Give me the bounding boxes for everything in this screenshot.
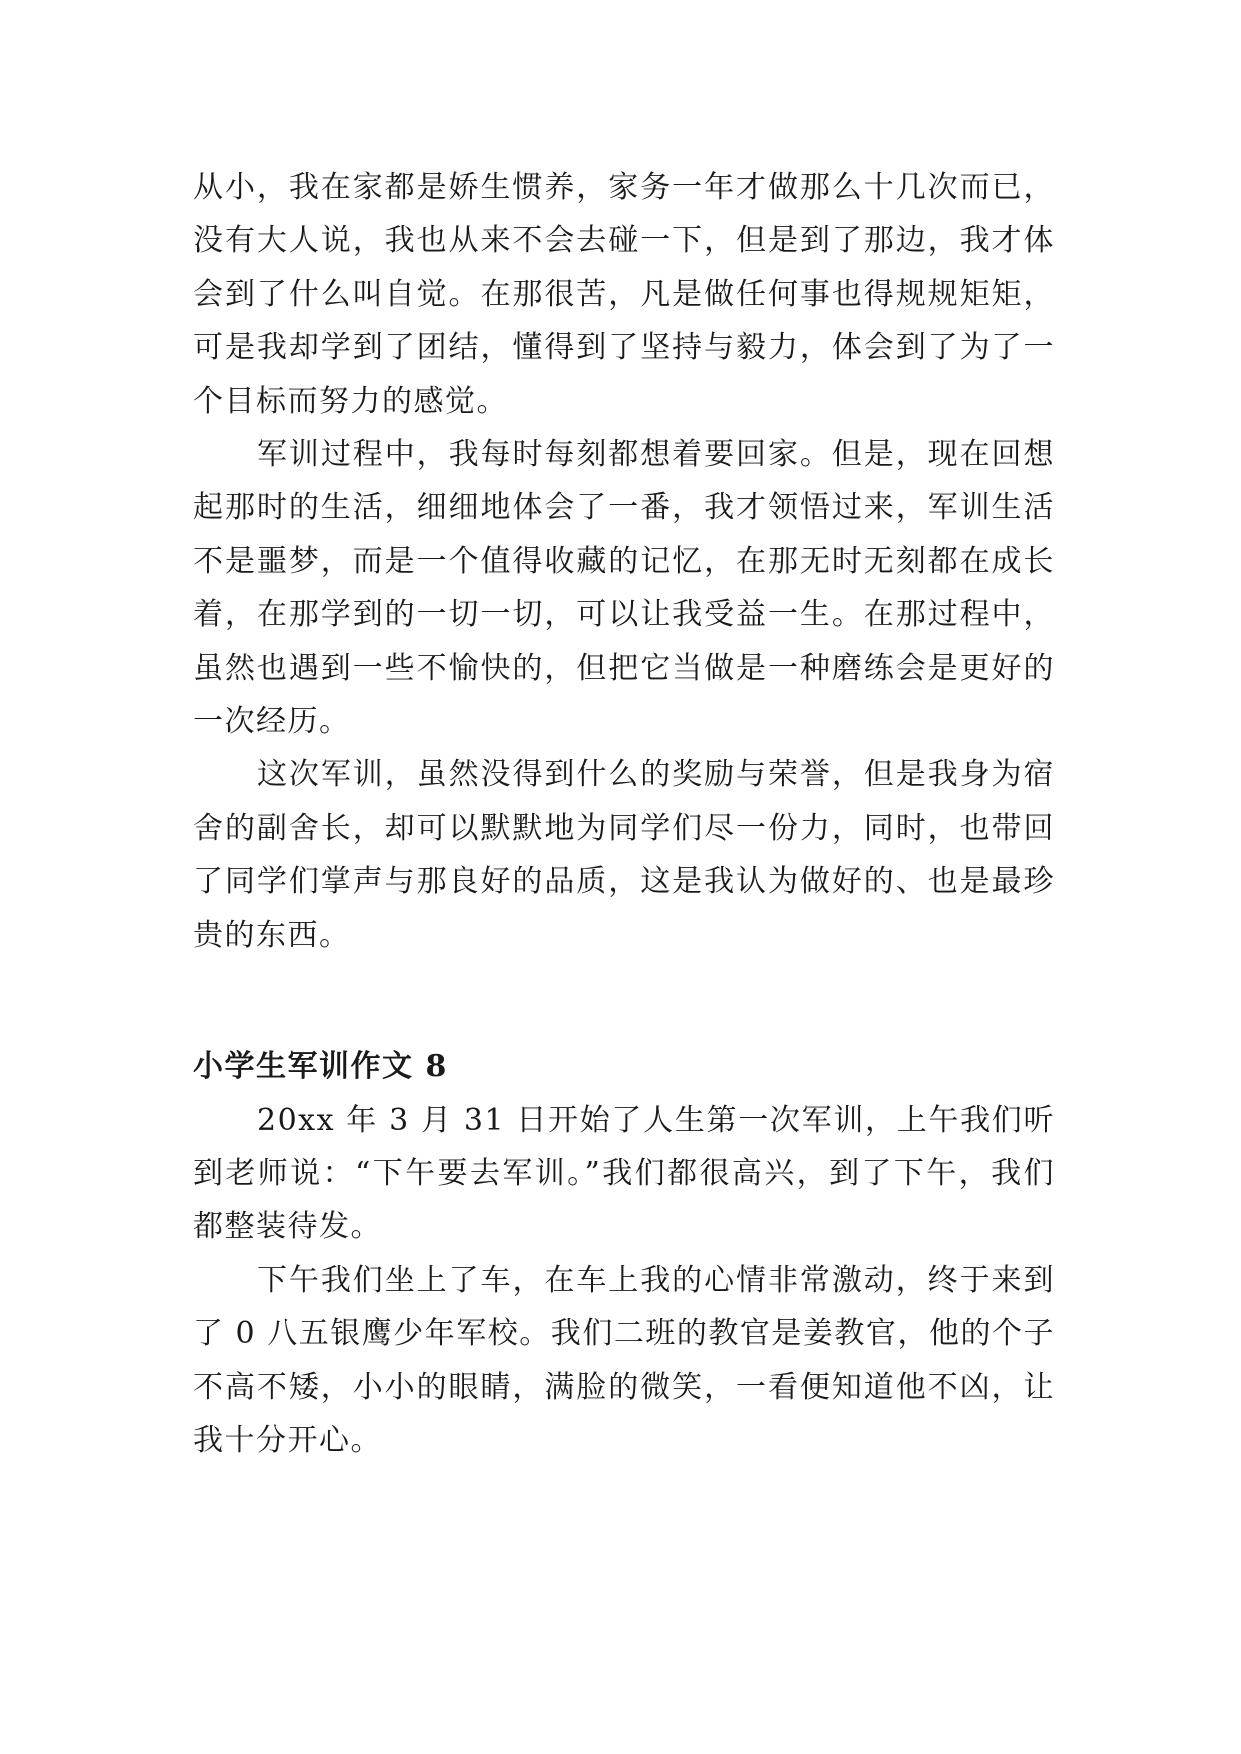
paragraph-dorm-leader: 这次军训，虽然没得到什么的奖励与荣誉，但是我身为宿舍的副舍长，却可以默默地为同学们尽一份力，同时，也带回了同学们掌声与那良好的品质，这是我认为做好的、也是最珍贵的东西。 [193, 757, 1055, 953]
paragraph-first-training: 20xx 年 3 月 31 日开始了人生第一次军训，上午我们听到老师说：“下午要去军训。”我们都很高兴，到了下午，我们都整装待发。 [193, 1102, 1055, 1245]
paragraph-arrival: 下午我们坐上了车，在车上我的心情非常激动，终于来到了 0 八五银鹰少年军校。我们二班的教官是姜教官，他的个子不高不矮，小小的眼睛，满脸的微笑，一看便知道他不凶，让我十分开心。 [193, 1262, 1055, 1458]
paragraph-childhood: 从小，我在家都是娇生惯养，家务一年才做那么十几次而已，没有大人说，我也从来不会去碰一下，但是到了那边，我才体会到了什么叫自觉。在那很苦，凡是做任何事也得规规矩矩，可是我却学到了团结，懂得到了坚持与毅力，体会到了为了一个目标而努力的感觉。 [193, 170, 1055, 419]
document-body [193, 161, 1055, 1467]
paragraph-training-reflection: 军训过程中，我每时每刻都想着要回家。但是，现在回想起那时的生活，细细地体会了一番，我才领悟过来，军训生活不是噩梦，而是一个值得收藏的记忆，在那无时无刻都在成长着，在那学到的一切一切，可以让我受益一生。在那过程中，虽然也遇到一些不愉快的，但把它当做是一种磨练会是更好的一次经历。 [193, 437, 1055, 740]
section-title: 小学生军训作文 8 [193, 1049, 448, 1085]
